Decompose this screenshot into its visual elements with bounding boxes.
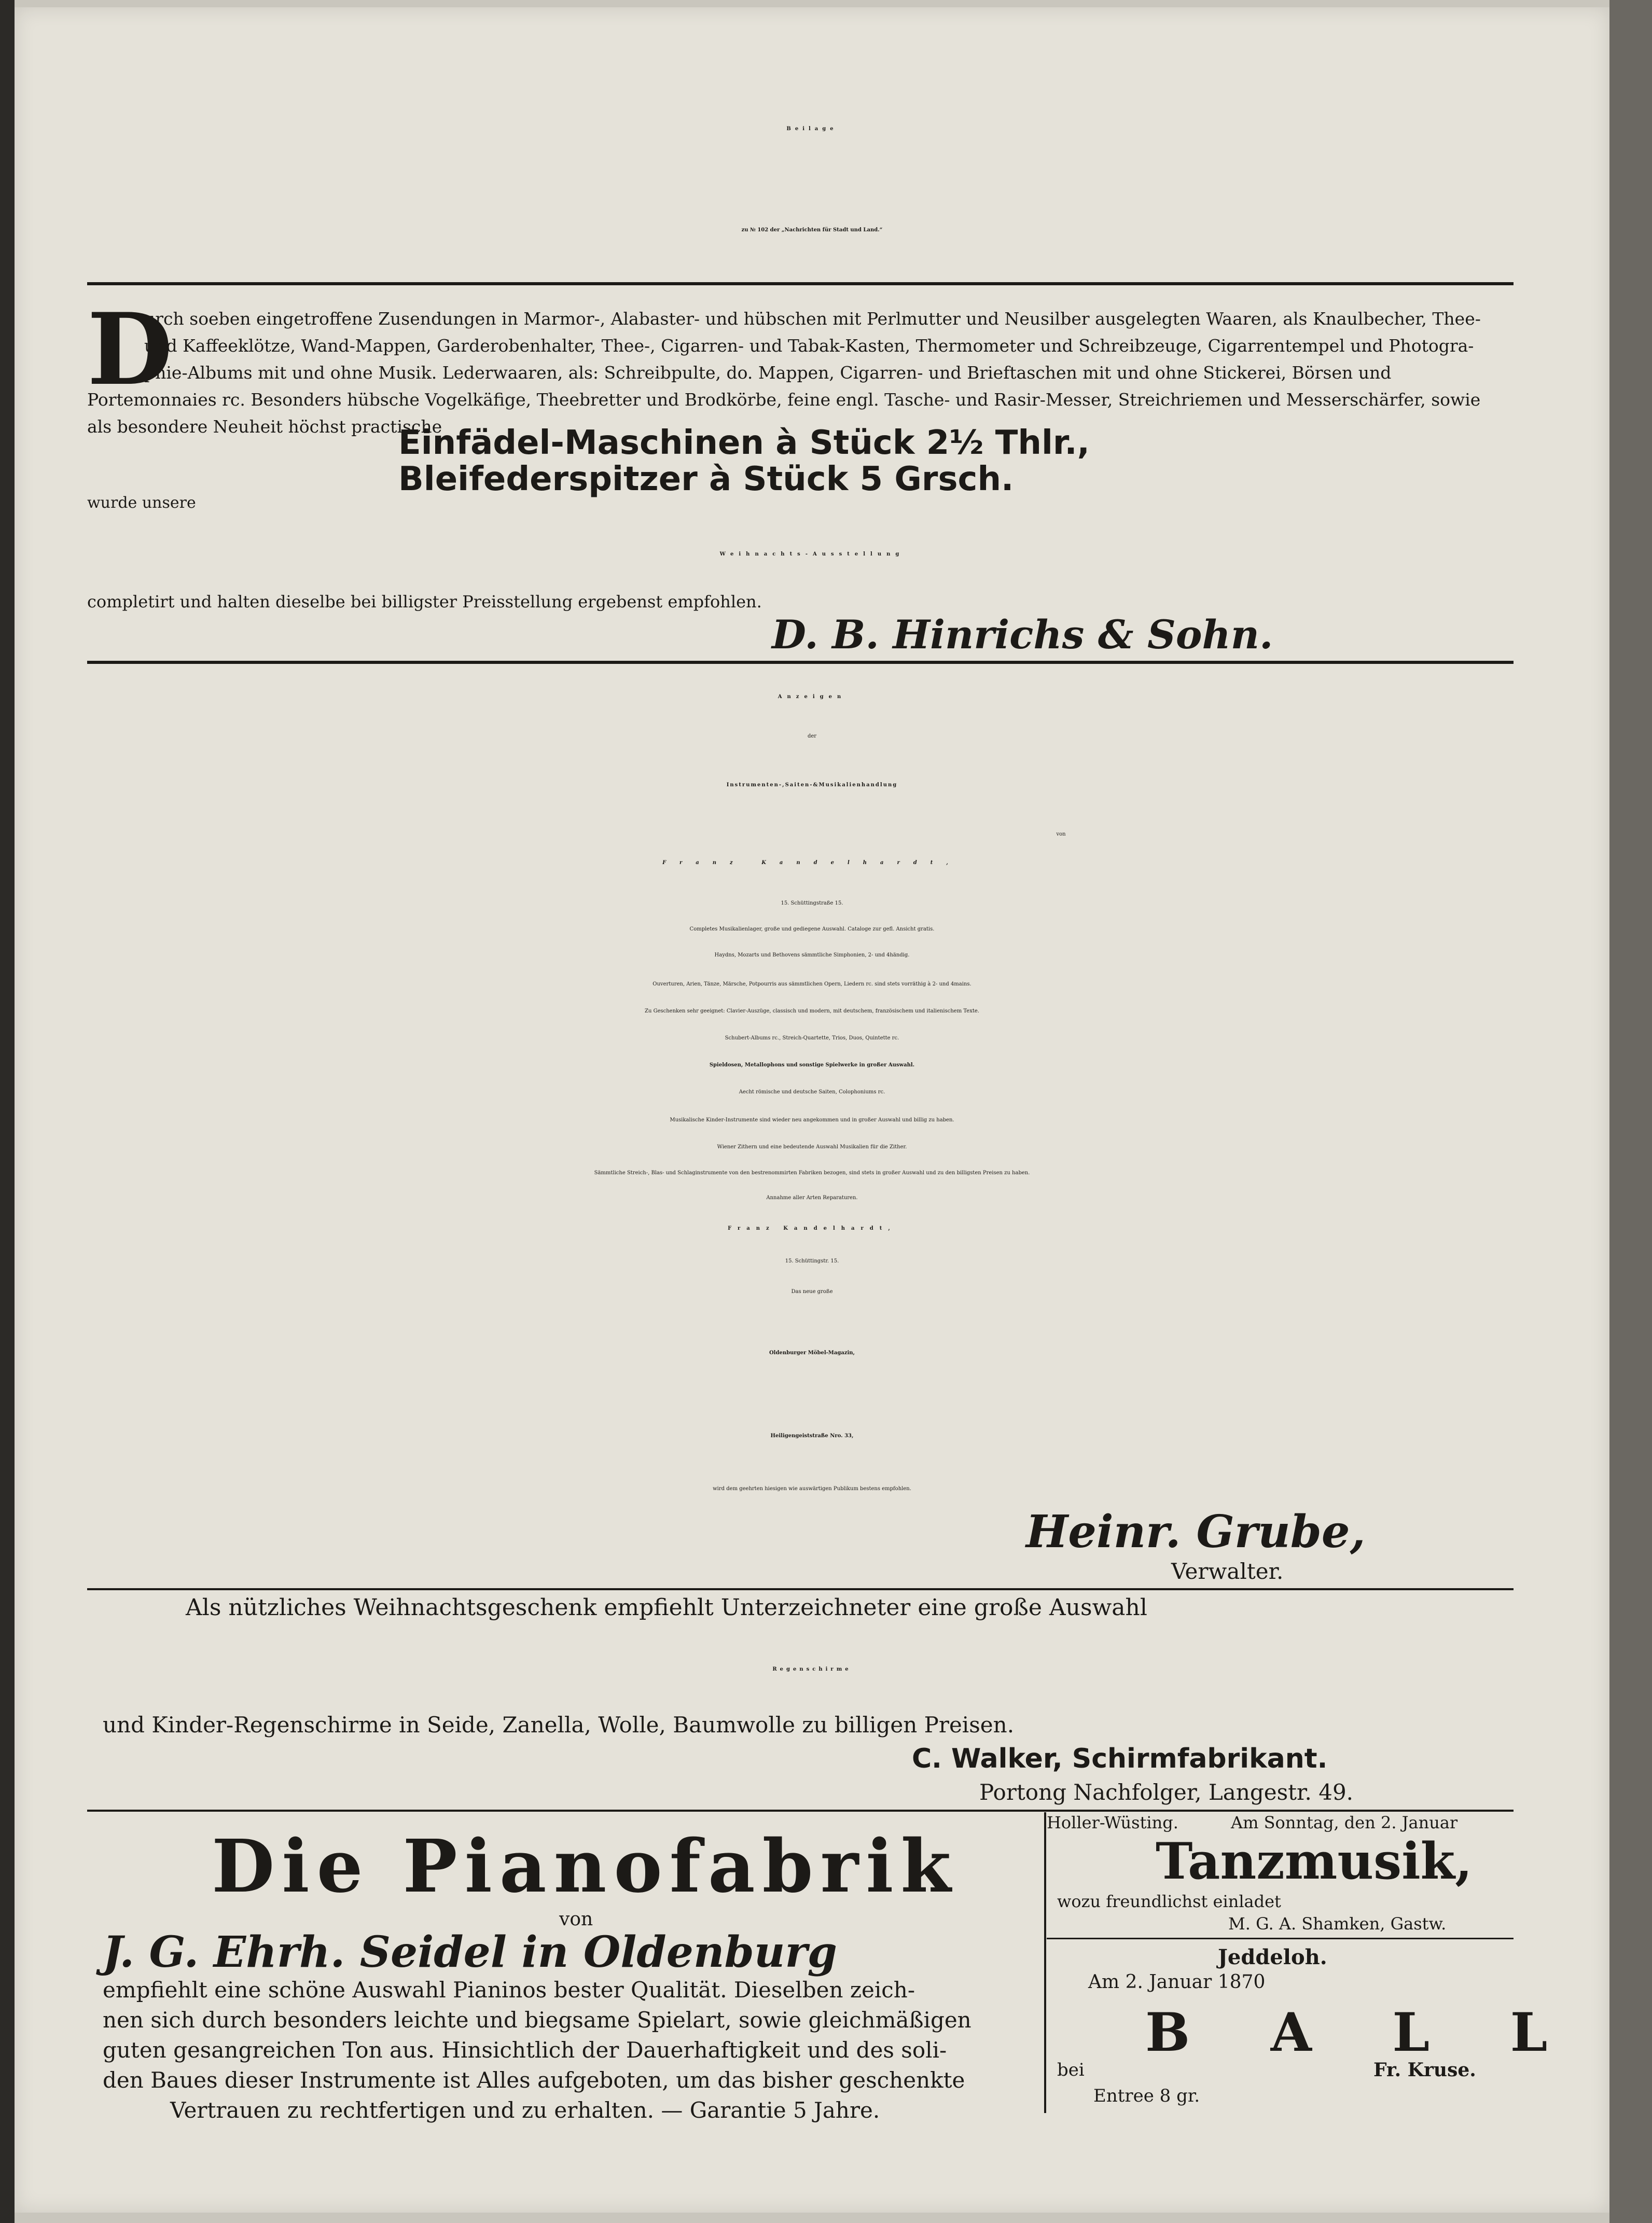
ad-text-line: Sämmtliche Streich-, Blas- und Schlaginstrumente von den bestrenommirten Fabriken bezogen, sind stets in großer Auswahl und zu den billigsten Preisen zu haben. <box>594 1170 1030 1176</box>
ad-text-line: Zu Geschenken sehr geeignet: Clavier-Auszüge, classisch und modern, mit deutschem, französischem und italienischem Texte. <box>645 1008 979 1014</box>
ad-text-line: Portemonnaies rc. Besonders hübsche Vogelkäfige, Theebretter und Brodkörbe, feine engl. Tasche- und Rasir-Messer, Streichriemen und Messerschärfer, sowie <box>87 390 1481 410</box>
small-word: der <box>807 733 817 739</box>
ad-text-line: Vertrauen zu rechtfertigen und zu erhalten. — Garantie 5 Jahre. <box>170 2097 880 2123</box>
ad-text-line: Musikalische Kinder-Instrumente sind wieder neu angekommen und in großer Auswahl und billig zu haben. <box>670 1117 954 1123</box>
masthead-subtitle: zu № 102 der „Nachrichten für Stadt und Land.“ <box>741 227 883 233</box>
ad-text-line: Haydns, Mozarts und Bethovens sämmtliche Simphonien, 2- und 4händig. <box>714 952 910 958</box>
ad-text-line: und Kaffeeklötze, Wand-Mappen, Garderobenhalter, Thee-, Cigarren- und Tabak-Kasten, Thermometer und Schreibzeuge, Cigarrentempel und Photogra- <box>144 336 1474 356</box>
ad-signature: Franz Kandelhardt, <box>728 1226 896 1231</box>
small-word: von <box>1056 831 1066 837</box>
ad-signature: M. G. A. Shamken, Gastw. <box>1228 1914 1447 1934</box>
ad-text-lead: wurde unsere <box>87 494 196 512</box>
divider <box>1047 1938 1514 1939</box>
ad-text-line: den Baues dieser Instrumente ist Alles aufgeboten, um das bisher geschenkte <box>103 2067 965 2093</box>
ad-text-line: nen sich durch besonders leichte und biegsame Spielart, sowie gleichmäßigen <box>103 2007 971 2033</box>
ad-text-line: empfiehlt eine schöne Auswahl Pianinos bester Qualität. Dieselben zeich- <box>103 1977 915 2003</box>
column-divider <box>1044 1812 1046 2113</box>
ad-text-line: Wiener Zithern und eine bedeutende Auswahl Musikalien für die Zither. <box>717 1144 907 1150</box>
dropcap: D <box>87 291 173 407</box>
ad-place: Holler-Wüsting. <box>1047 1813 1178 1832</box>
ad-text-line: Completes Musikalienlager, große und gediegene Auswahl. Cataloge zur gefl. Ansicht gratis. <box>689 926 935 932</box>
ad-address: Portong Nachfolger, Langestr. 49. <box>979 1780 1354 1805</box>
left-binding-edge <box>0 0 15 2223</box>
divider <box>87 282 1514 285</box>
ad-role: Verwalter. <box>1171 1559 1284 1584</box>
ad-headline: Die Pianofabrik <box>212 1824 959 1909</box>
ad-text-line: phie-Albums mit und ohne Musik. Lederwaaren, als: Schreibpulte, do. Mappen, Cigarren- und Brieftaschen mit und ohne Stickerei, Börsen und <box>144 363 1392 383</box>
ad-address: 15. Schüttingstraße 15. <box>781 900 843 906</box>
right-background <box>1609 0 1652 2223</box>
ad-text-line: Aecht römische und deutsche Saiten, Colophoniums rc. <box>739 1089 885 1095</box>
divider <box>87 1810 1514 1812</box>
newspaper-page <box>15 7 1609 2213</box>
ad-headline: Oldenburger Möbel-Magazin, <box>769 1350 855 1356</box>
ad-date: Am 2. Januar 1870 <box>1088 1971 1266 1993</box>
ad-headline: Tanzmusik, <box>1156 1832 1473 1891</box>
divider <box>87 1588 1514 1590</box>
ad-text-line: als besondere Neuheit höchst practische <box>87 416 442 437</box>
ad-signature: Heinr. Grube, <box>1026 1506 1366 1558</box>
ad-text: wozu freundlichst einladet <box>1057 1892 1281 1911</box>
ad-text: und Kinder-Regenschirme in Seide, Zanella, Wolle, Baumwolle zu billigen Preisen. <box>103 1712 1015 1738</box>
ad-price: Entree 8 gr. <box>1093 2086 1200 2106</box>
ad-name: J. G. Ehrh. Seidel in Oldenburg <box>103 1927 838 1977</box>
ad-text-line: Ouverturen, Arien, Tänze, Märsche, Potpourris aus sämmtlichen Opern, Liedern rc. sind stets vorräthig à 2- und 4mains. <box>653 981 971 987</box>
ad-address: Heiligengeiststraße Nro. 33, <box>770 1433 854 1439</box>
product-line: Einfädel-Maschinen à Stück 2½ Thlr., <box>398 424 1090 462</box>
small-word: von <box>559 1909 593 1930</box>
ad-closing: completirt und halten dieselbe bei billigster Preisstellung ergebenst empfohlen. <box>87 592 762 612</box>
ad-intro: Als nützliches Weihnachtsgeschenk empfiehlt Unterzeichneter eine große Auswahl <box>186 1594 1147 1621</box>
ad-headline: Instrumenten-,Saiten-&Musikalienhandlung <box>726 782 898 788</box>
ad-text-line: Spieldosen, Metallophons und sonstige Spielwerke in großer Auswahl. <box>709 1062 915 1068</box>
masthead-title: Beilage <box>786 126 838 132</box>
ad-signature: D. B. Hinrichs & Sohn. <box>772 612 1273 658</box>
small-word: bei <box>1057 2060 1085 2080</box>
ad-text-line: Annahme aller Arten Reparaturen. <box>766 1195 858 1201</box>
ad-name: Franz Kandelhardt, <box>662 860 962 866</box>
ad-text-line: urch soeben eingetroffene Zusendungen in Marmor-, Alabaster- und hübschen mit Perlmutter und Neusilber ausgelegten Waaren, als Knaulbecher, Thee- <box>144 309 1481 329</box>
ad-headline: Regenschirme <box>772 1666 852 1672</box>
ad-text-line: guten gesangreichen Ton aus. Hinsichtlich der Dauerhaftigkeit und des soli- <box>103 2037 947 2063</box>
ad-text: wird dem geehrten hiesigen wie auswärtigen Publikum bestens empfohlen. <box>713 1486 911 1492</box>
product-line: Bleifederspitzer à Stück 5 Grsch. <box>398 460 1014 498</box>
ad-signature: Fr. Kruse. <box>1373 2059 1476 2081</box>
ad-signature: C. Walker, Schirmfabrikant. <box>912 1743 1328 1774</box>
ad-intro: Das neue große <box>791 1289 833 1295</box>
ad-headline: B A L L <box>1145 2002 1579 2064</box>
ad-date: Am Sonntag, den 2. Januar <box>1231 1813 1458 1832</box>
ad-text-line: Schubert-Albums rc., Streich-Quartette, Trios, Duos, Quintette rc. <box>725 1035 899 1041</box>
ad-place: Jeddeloh. <box>1218 1945 1327 1969</box>
ad-address: 15. Schüttingstr. 15. <box>785 1258 839 1264</box>
ad-headline: Weihnachts-Ausstellung <box>719 551 905 557</box>
section-heading: Anzeigen <box>778 694 846 700</box>
